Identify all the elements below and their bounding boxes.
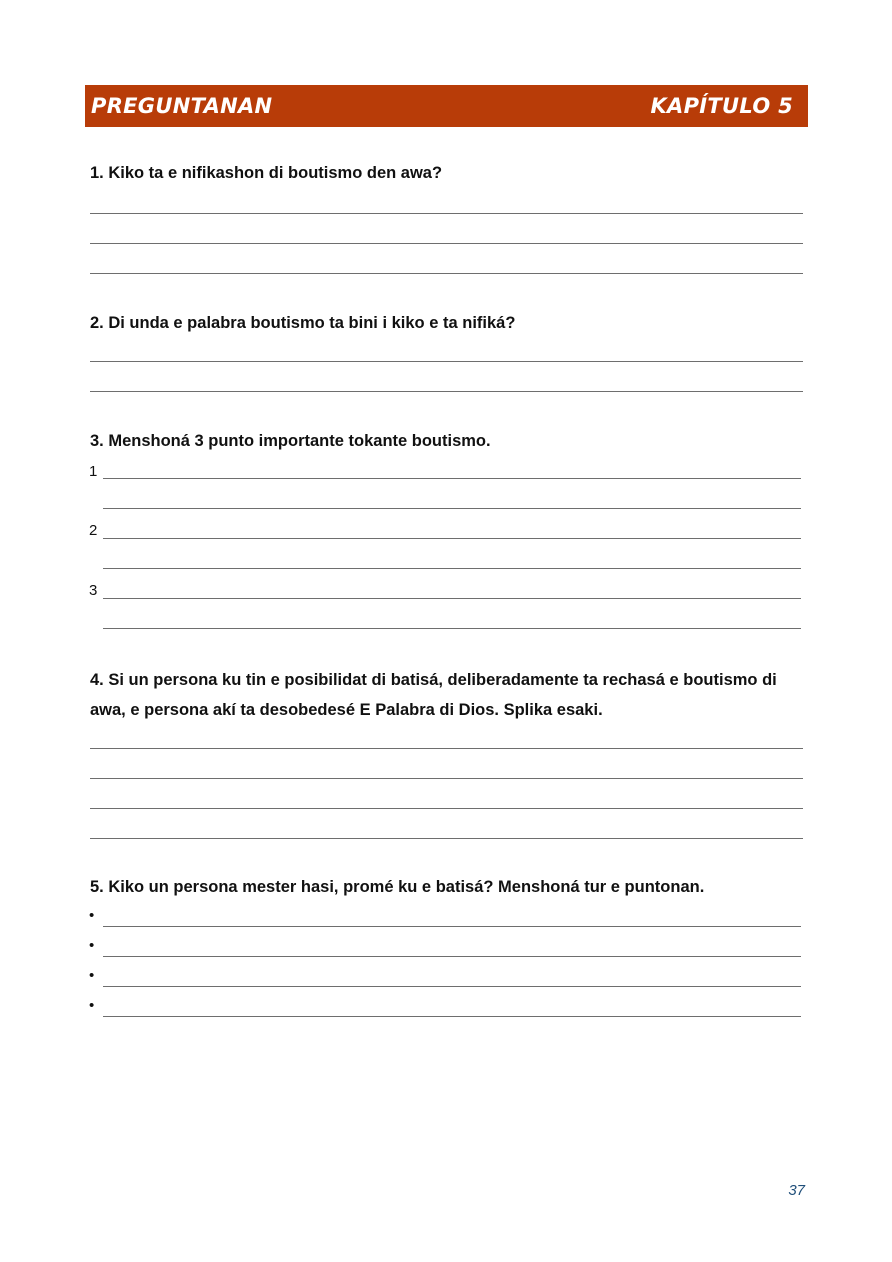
chapter-header-bar <box>85 85 808 127</box>
header-left-title: PREGUNTANAN <box>91 94 273 118</box>
answer-line[interactable] <box>103 538 801 539</box>
header-right-title: KAPÍTULO 5 <box>650 94 793 118</box>
question-2-text: 2. Di unda e palabra boutismo ta bini i kiko e ta nifiká? <box>90 314 516 332</box>
bullet-marker: • <box>89 967 95 984</box>
answer-line[interactable] <box>90 748 803 749</box>
answer-line[interactable] <box>90 838 803 839</box>
answer-line[interactable] <box>90 778 803 779</box>
answer-line[interactable] <box>103 568 801 569</box>
answer-line[interactable] <box>103 628 801 629</box>
answer-line[interactable] <box>90 243 803 244</box>
answer-line[interactable] <box>103 1016 801 1017</box>
item-number-2: 2 <box>89 522 98 539</box>
question-5-text: 5. Kiko un persona mester hasi, promé ku e batisá? Menshoná tur e puntonan. <box>90 878 705 896</box>
answer-line[interactable] <box>103 986 801 987</box>
answer-line[interactable] <box>103 598 801 599</box>
question-1-text: 1. Kiko ta e nifikashon di boutismo den awa? <box>90 164 443 182</box>
answer-line[interactable] <box>90 273 803 274</box>
answer-line[interactable] <box>90 213 803 214</box>
answer-line[interactable] <box>90 361 803 362</box>
bullet-marker: • <box>89 997 95 1014</box>
answer-line[interactable] <box>103 508 801 509</box>
bullet-marker: • <box>89 907 95 924</box>
page-number: 37 <box>788 1182 805 1199</box>
answer-line[interactable] <box>90 808 803 809</box>
item-number-3: 3 <box>89 582 98 599</box>
answer-line[interactable] <box>103 926 801 927</box>
answer-line[interactable] <box>90 391 803 392</box>
answer-line[interactable] <box>103 956 801 957</box>
answer-line[interactable] <box>103 478 801 479</box>
bullet-marker: • <box>89 937 95 954</box>
item-number-1: 1 <box>89 463 98 480</box>
question-4-text: 4. Si un persona ku tin e posibilidat di batisá, deliberadamente ta rechasá e boutismo di awa, e persona akí ta desobedesé E Palabra di Dios. Splika esaki. <box>90 671 777 719</box>
question-3-text: 3. Menshoná 3 punto importante tokante boutismo. <box>90 432 491 450</box>
